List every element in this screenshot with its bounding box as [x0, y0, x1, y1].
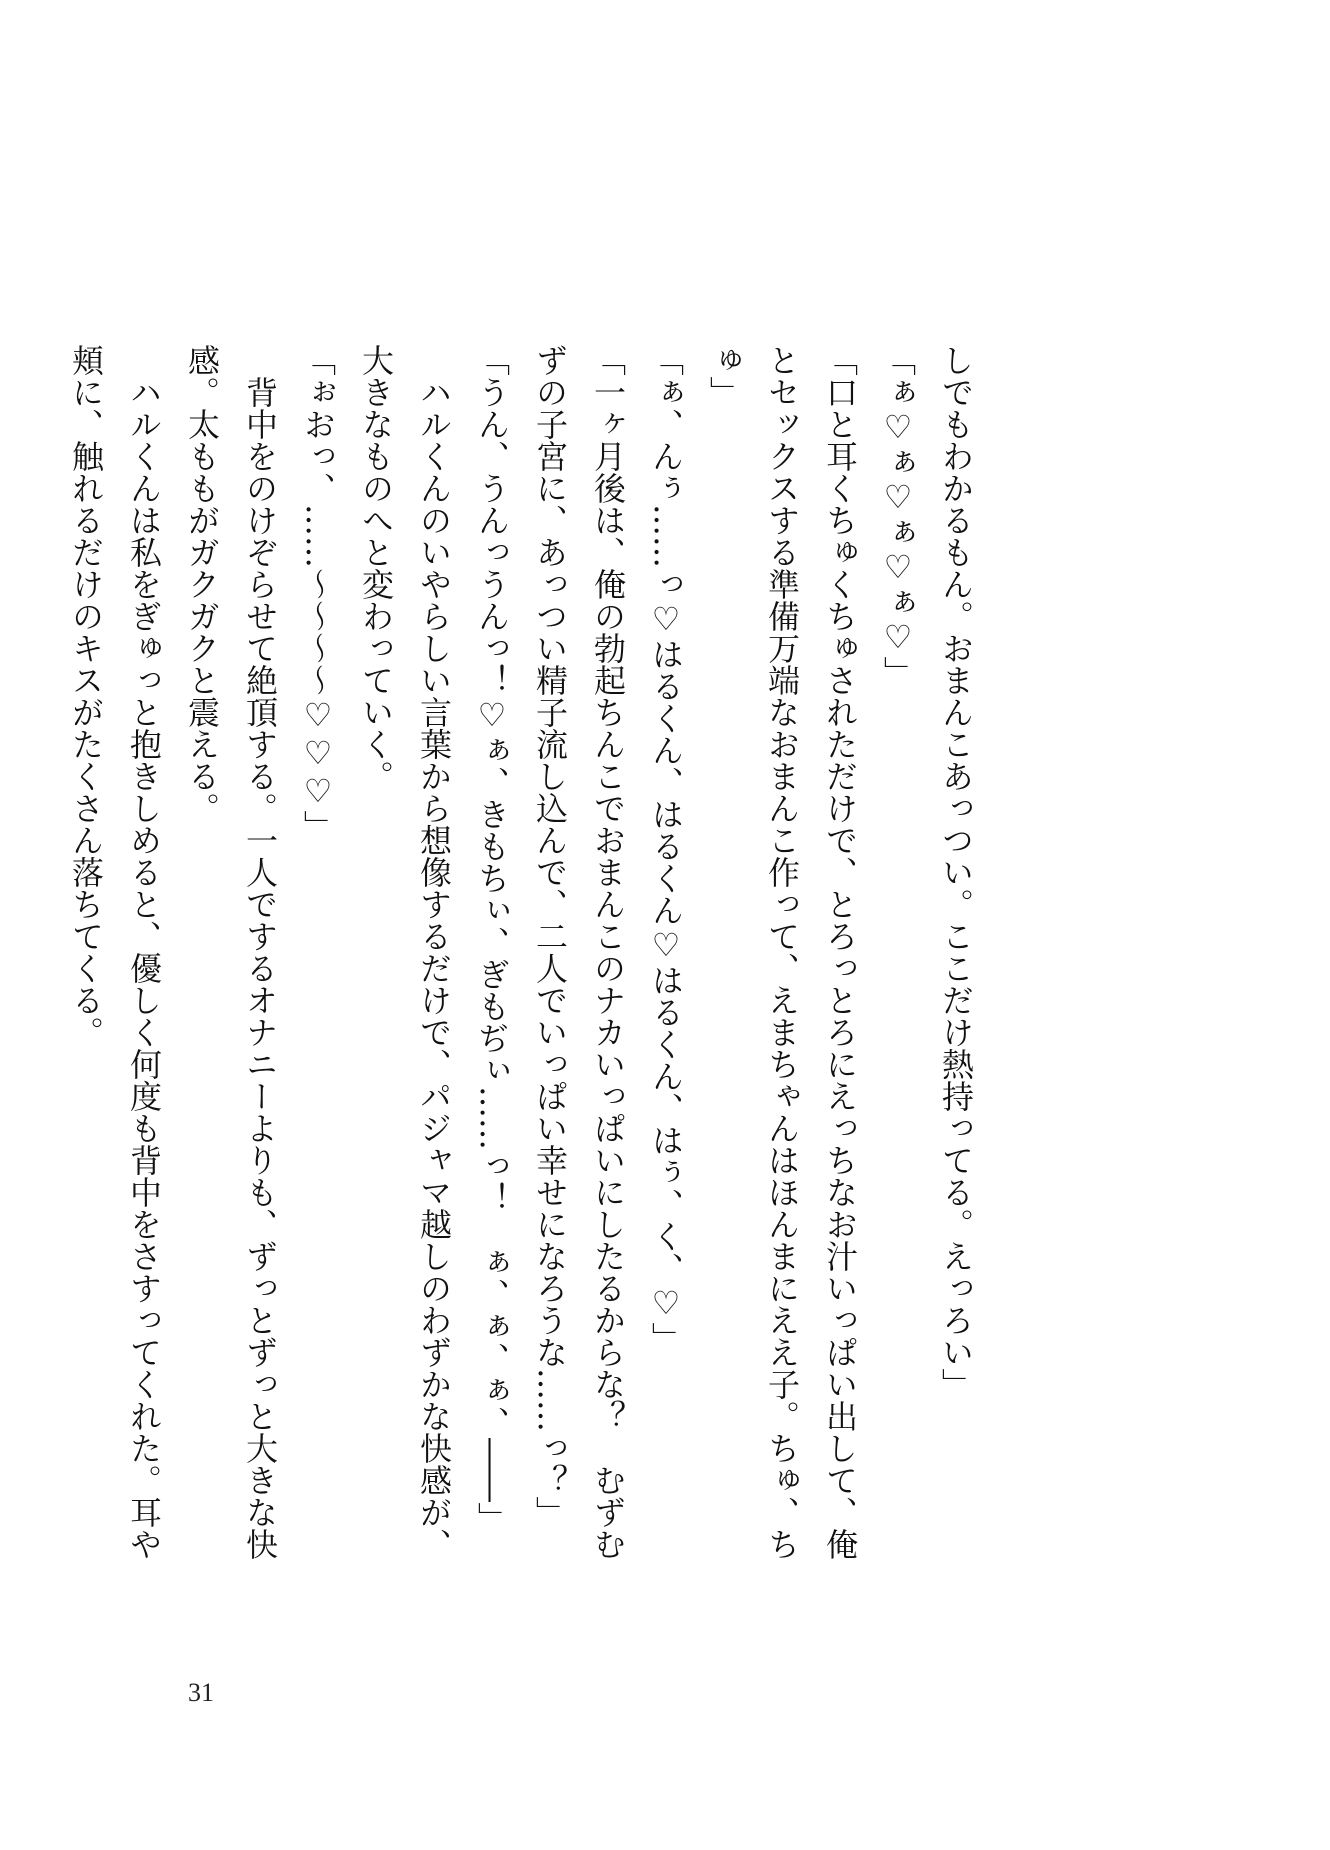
text-line: 感。太ももがガクガクと震える。 [183, 344, 221, 824]
text-line: 「うん、うんっうんっ！♡ぁ、きもちぃ、ぎもぢぃ……っ！ ぁ、ぁ、ぁ、――」 [473, 344, 511, 1534]
text-line: ハルくんは私をぎゅっと抱きしめると、優しく何度も背中をさすってくれた。耳や [125, 344, 163, 1560]
text-line: 「一ヶ月後は、俺の勃起ちんこでおまんこのナカいっぱいにしたるからな？ むずむ [589, 344, 627, 1560]
text-line: ハルくんのいやらしい言葉から想像するだけで、パジャマ越しのわずかな快感が、 [415, 344, 453, 1560]
text-line: 「口と耳くちゅくちゅされただけで、とろっとろにえっちなお汁いっぱい出して、俺 [821, 344, 859, 1560]
text-line: 「ぉおっ、……～～～～♡♡♡」 [299, 344, 337, 842]
text-line: ゅ」 [705, 344, 743, 408]
page-number: 31 [188, 1678, 214, 1707]
vertical-text-block [67, 344, 985, 1560]
text-line: とセックスする準備万端なおまんこ作って、えまちゃんはほんまにええ子。ちゅ、ち [763, 344, 801, 1560]
text-line: しでもわかるもん。おまんこあっつい。ここだけ熱持ってる。えっろい」 [937, 344, 975, 1400]
text-line: 「ぁ♡ぁ♡ぁ♡ぁ♡」 [879, 344, 917, 688]
text-line: 大きなものへと変わっていく。 [357, 344, 395, 792]
text-line: 頬に、触れるだけのキスがたくさん落ちてくる。 [67, 344, 105, 1048]
text-line: 背中をのけぞらせて絶頂する。一人でするオナニーよりも、ずっとずっと大きな快 [241, 344, 279, 1560]
text-line: 「ぁ、んぅ……っ♡はるくん、はるくん♡はるくん、はぅ、く、♡」 [647, 344, 685, 1354]
text-line: ずの子宮に、あっつい精子流し込んで、二人でいっぱい幸せになろうな……っ？」 [531, 344, 569, 1528]
